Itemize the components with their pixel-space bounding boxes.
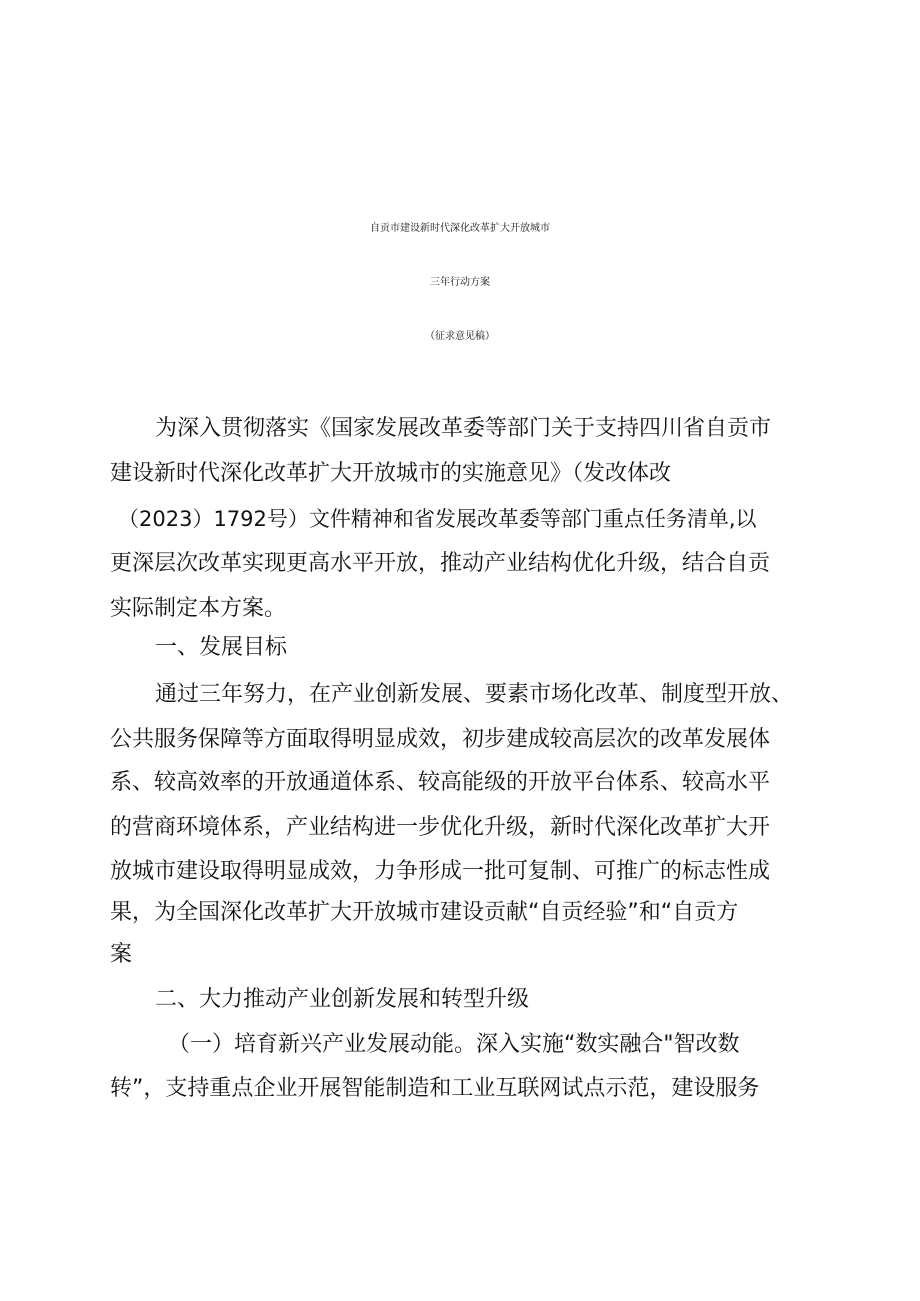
section2-heading: 二、大力推动产业创新发展和转型升级 [155, 987, 530, 1012]
section1-line: 系、较高效率的开放通道体系、较高能级的开放平台体系、较高水平 [110, 770, 771, 795]
section1-line: 案 [110, 942, 133, 967]
section1-line: 放城市建设取得明显成效，力争形成一批可复制、可推广的标志性成 [110, 859, 771, 884]
intro-line: 为深入贯彻落实《国家发展改革委等部门关于支持四川省自贡市 [155, 416, 772, 441]
section1-line: 通过三年努力，在产业创新发展、要素市场化改革、制度型开放、 [155, 682, 794, 707]
intro-line: （2023）1792号）文件精神和省发展改革委等部门重点任务清单,以 [118, 507, 757, 531]
intro-line: 更深层次改革实现更高水平开放，推动产业结构优化升级，结合自贡 [110, 551, 771, 576]
section1-line: 果，为全国深化改革扩大开放城市建设贡献“自贡经验”和“自贡方 [110, 900, 739, 925]
intro-line: 建设新时代深化改革扩大开放城市的实施意见》（发改体改 [110, 461, 672, 486]
section2-line: 转”，支持重点企业开展智能制造和工业互联网试点示范，建设服务 [110, 1076, 760, 1101]
intro-line: 实际制定本方案。 [110, 596, 287, 621]
section1-heading: 一、发展目标 [155, 635, 288, 660]
document-subtitle: （征求意见稿） [425, 331, 495, 342]
section1-line: 公共服务保障等方面取得明显成效，初步建成较高层次的改革发展体 [110, 727, 771, 752]
document-title-line1: 自贡市建设新时代深化改革扩大开放城市 [370, 223, 550, 234]
section1-line: 的营商环境体系，产业结构进一步优化升级，新时代深化改革扩大开 [110, 815, 771, 840]
section2-line: （一）培育新兴产业发展动能。深入实施“数实融合"智改数 [168, 1032, 740, 1057]
document-title-line2: 三年行动方案 [430, 277, 490, 288]
